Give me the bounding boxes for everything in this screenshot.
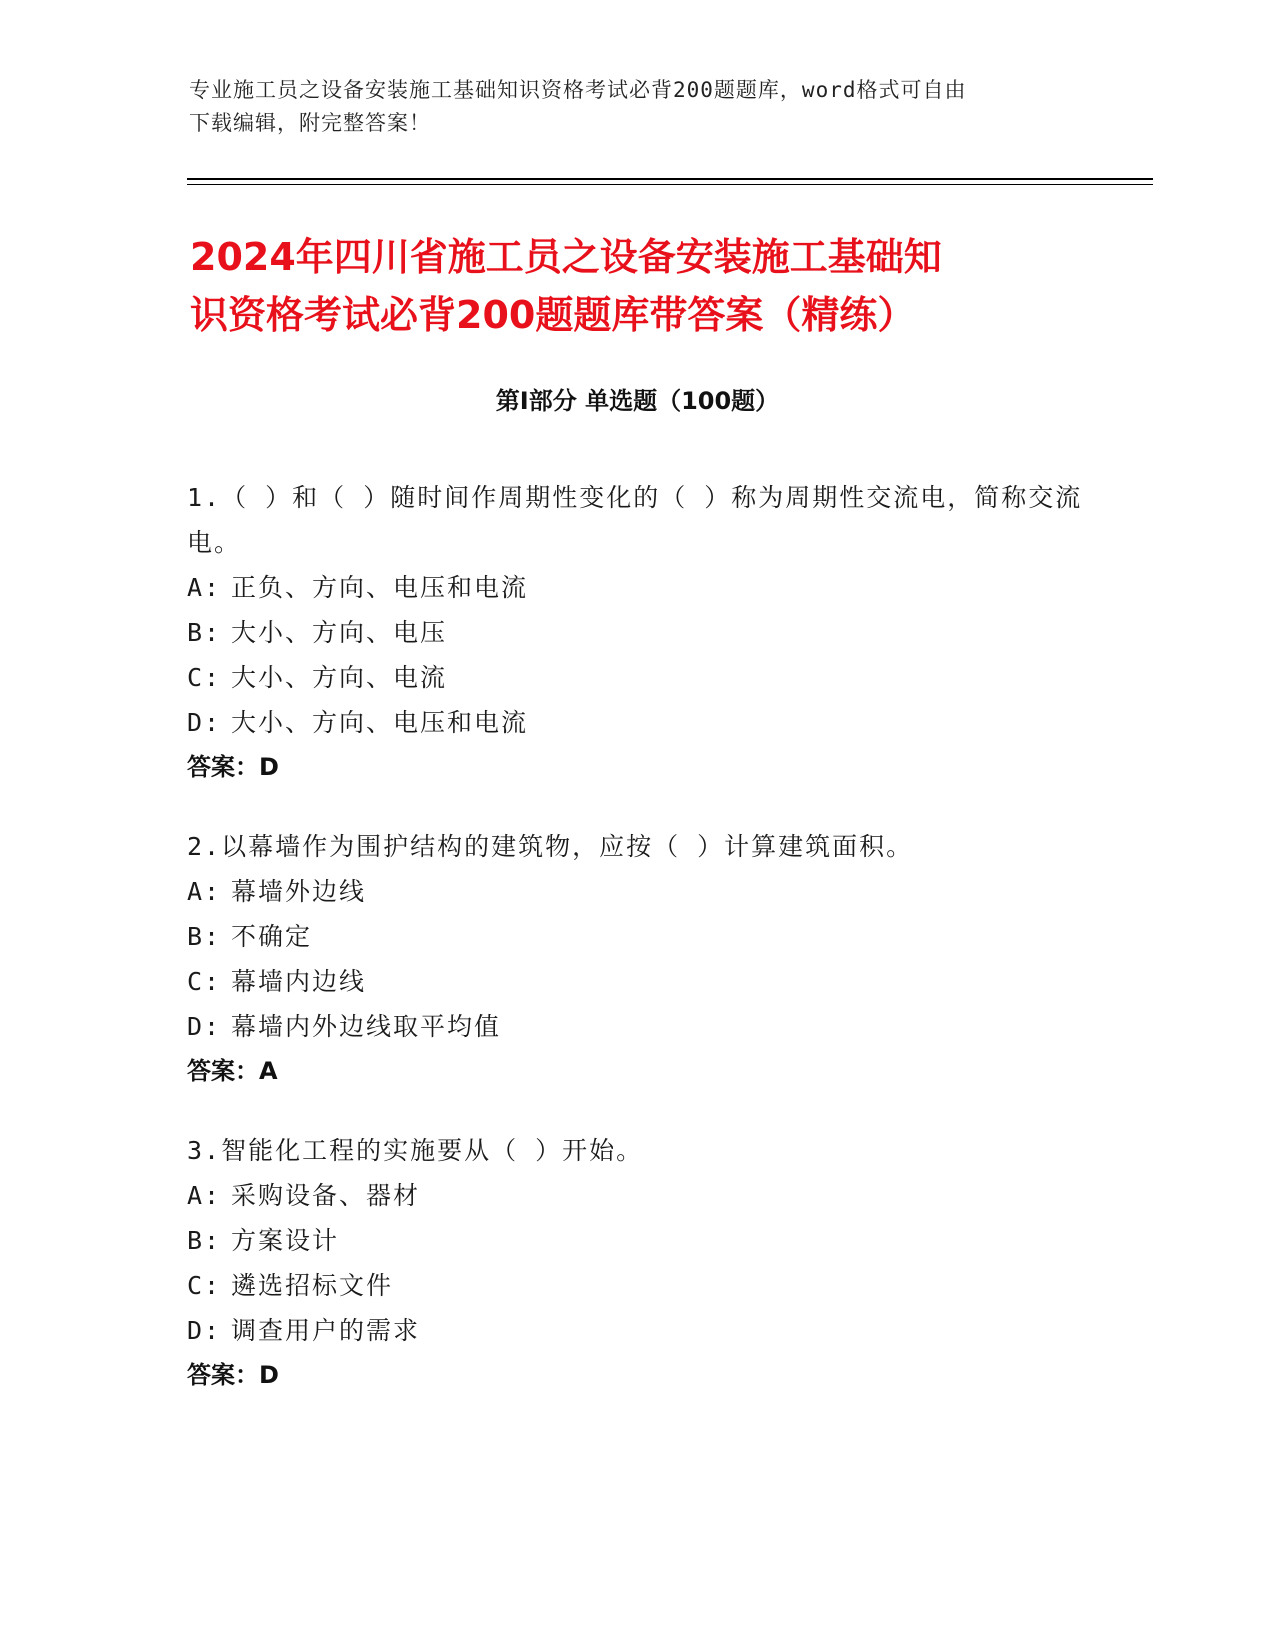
- option-b: [187, 610, 1087, 655]
- option-text: 调查用户的需求: [231, 1316, 421, 1345]
- option-c: [187, 1263, 1087, 1308]
- option-d: [187, 1308, 1087, 1353]
- option-a: [187, 565, 1087, 610]
- option-b: [187, 1218, 1087, 1263]
- option-text: 幕墙内边线: [231, 967, 367, 996]
- option-text: 大小、方向、电压和电流: [231, 708, 529, 737]
- option-text: 幕墙外边线: [231, 877, 367, 906]
- option-a: [187, 869, 1087, 914]
- option-key: B:: [187, 618, 222, 647]
- answer-line: 答案：D: [187, 753, 279, 781]
- question-stem: 3.智能化工程的实施要从（ ）开始。: [187, 1136, 644, 1165]
- question-3: [187, 1128, 1087, 1398]
- option-c: [187, 655, 1087, 700]
- option-key: D:: [187, 708, 222, 737]
- option-a: [187, 1173, 1087, 1218]
- document-title-line-1: 2024年四川省施工员之设备安装施工基础知: [190, 235, 942, 279]
- header-divider-thick: [187, 178, 1153, 180]
- option-text: 遴选招标文件: [231, 1271, 394, 1300]
- option-key: D:: [187, 1316, 222, 1345]
- option-text: 正负、方向、电压和电流: [231, 573, 529, 602]
- question-stem: 1.（ ）和（ ）随时间作周期性变化的（ ）称为周期性交流电，简称交流电。: [187, 483, 1083, 557]
- option-d: [187, 700, 1087, 745]
- option-key: A:: [187, 573, 222, 602]
- option-key: C:: [187, 663, 222, 692]
- section-title: 第I部分 单选题（100题）: [495, 387, 780, 415]
- header-note-line-2: 下载编辑，附完整答案！: [189, 111, 431, 135]
- answer-line: 答案：D: [187, 1361, 279, 1389]
- answer-line: 答案：A: [187, 1057, 278, 1085]
- option-key: C:: [187, 1271, 222, 1300]
- option-key: A:: [187, 1181, 222, 1210]
- option-key: C:: [187, 967, 222, 996]
- header-note: [189, 74, 1089, 140]
- header-divider-thin: [187, 184, 1153, 185]
- question-2: [187, 824, 1087, 1094]
- document-title-line-2: 识资格考试必背200题题库带答案（精练）: [190, 293, 916, 337]
- option-key: B:: [187, 922, 222, 951]
- option-text: 方案设计: [231, 1226, 340, 1255]
- option-d: [187, 1004, 1087, 1049]
- document-title: [190, 228, 1090, 344]
- option-text: 采购设备、器材: [231, 1181, 421, 1210]
- option-b: [187, 914, 1087, 959]
- question-list: [187, 475, 1087, 1432]
- option-key: A:: [187, 877, 222, 906]
- question-1: [187, 475, 1087, 790]
- header-note-line-1: 专业施工员之设备安装施工基础知识资格考试必背200题题库，word格式可自由: [189, 78, 967, 102]
- option-text: 幕墙内外边线取平均值: [231, 1012, 502, 1041]
- option-c: [187, 959, 1087, 1004]
- option-key: D:: [187, 1012, 222, 1041]
- option-text: 大小、方向、电压: [231, 618, 448, 647]
- option-text: 不确定: [231, 922, 313, 951]
- option-key: B:: [187, 1226, 222, 1255]
- question-stem: 2.以幕墙作为围护结构的建筑物，应按（ ）计算建筑面积。: [187, 832, 914, 861]
- option-text: 大小、方向、电流: [231, 663, 448, 692]
